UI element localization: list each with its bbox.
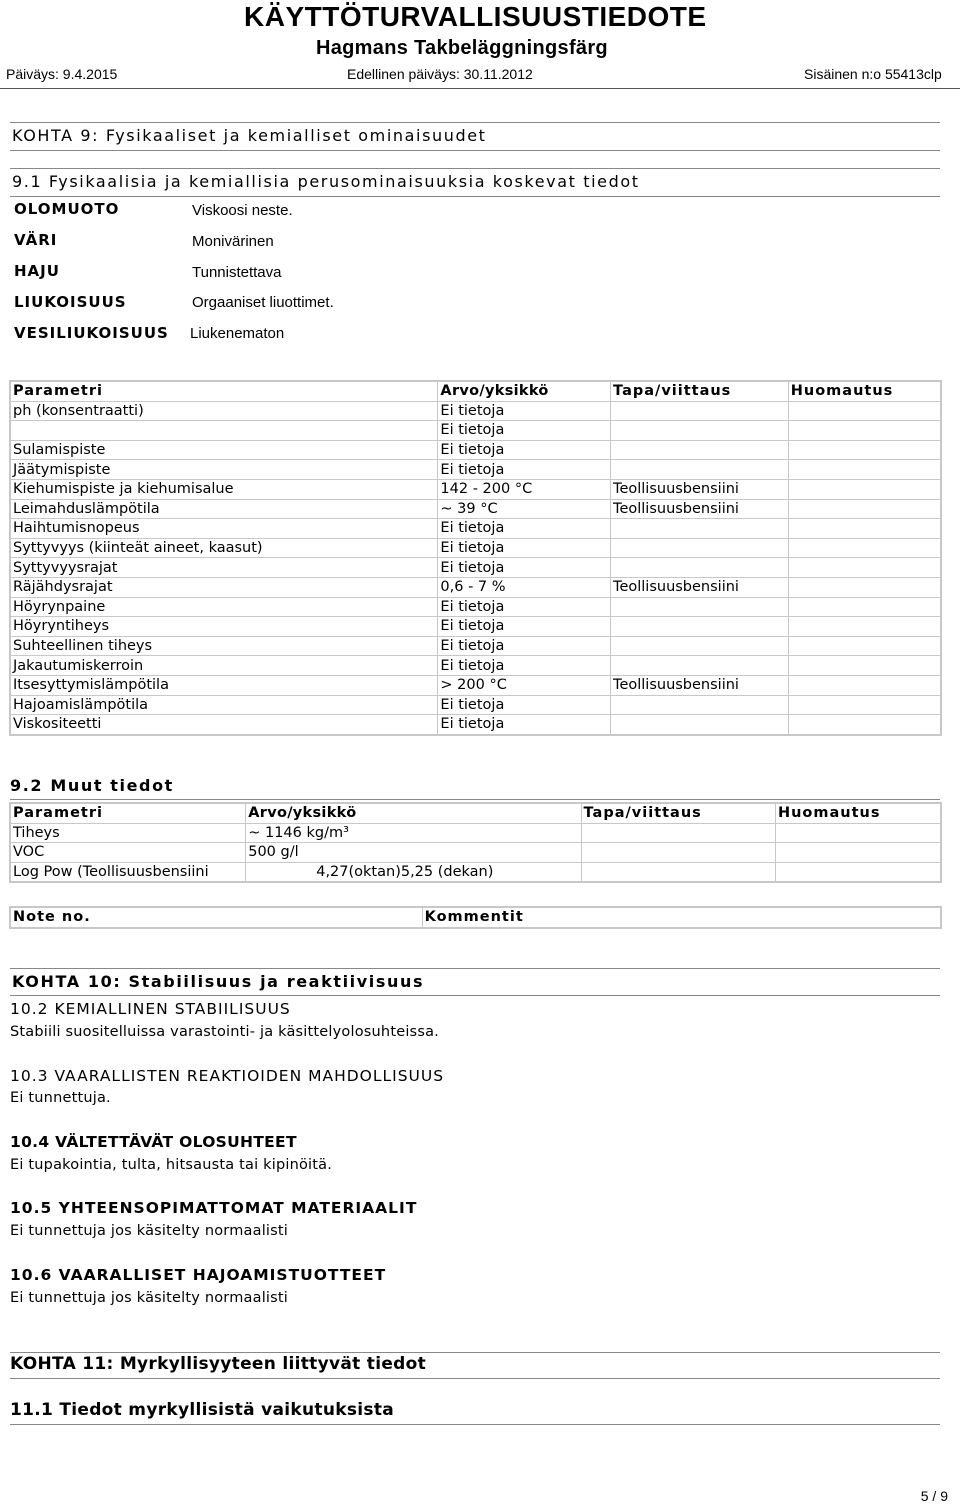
company-name: Hagmans Takbeläggningsfärg <box>316 37 608 59</box>
table-cell: Hajoamislämpötila <box>10 695 438 715</box>
subsection-9-1-title: 9.1 Fysikaalisia ja kemiallisia perusominaisuuksia koskevat tiedot <box>12 172 640 191</box>
table-cell <box>10 421 438 441</box>
other-properties-table <box>9 802 942 883</box>
column-header: Arvo/yksikkö <box>246 803 581 823</box>
table-cell: Sulamispiste <box>10 440 438 460</box>
table-cell <box>611 617 789 637</box>
document-title: KÄYTTÖTURVALLISUUSTIEDOTE <box>244 1 707 32</box>
section-divider <box>10 799 940 800</box>
table-cell <box>788 460 941 480</box>
table-cell: Suhteellinen tiheys <box>10 636 438 656</box>
subsection-text: Stabiili suositelluissa varastointi- ja käsittelyolosuhteissa. <box>10 1024 439 1040</box>
table-cell: Ei tietoja <box>438 656 611 676</box>
table-cell: Ei tietoja <box>438 597 611 617</box>
subsection-9-2-title: 9.2 Muut tiedot <box>10 776 174 795</box>
property-value: Monivärinen <box>192 233 274 250</box>
table-cell <box>611 421 789 441</box>
internal-number-label: Sisäinen n:o 55413clp <box>804 66 942 82</box>
column-header: Note no. <box>10 907 422 928</box>
section-divider <box>10 168 940 169</box>
column-header: Tapa/viittaus <box>581 803 775 823</box>
date-label: Päiväys: 9.4.2015 <box>6 66 118 82</box>
table-cell: VOC <box>10 843 246 863</box>
table-cell: Ei tietoja <box>438 695 611 715</box>
physical-properties-table <box>9 380 942 736</box>
section-divider <box>10 1424 940 1425</box>
table-cell: Räjähdysrajat <box>10 577 438 597</box>
table-cell <box>611 440 789 460</box>
table-row <box>10 460 941 480</box>
table-row <box>10 715 941 735</box>
table-cell <box>788 617 941 637</box>
table-cell <box>611 695 789 715</box>
table-cell: Ei tietoja <box>438 460 611 480</box>
table-cell: ph (konsentraatti) <box>10 401 438 421</box>
notes-table <box>9 906 942 929</box>
subsection-heading: 10.3 VAARALLISTEN REAKTIOIDEN MAHDOLLISUUS <box>10 1067 445 1085</box>
table-row <box>10 440 941 460</box>
property-value: Tunnistettava <box>192 264 282 281</box>
table-cell: Log Pow (Teollisuusbensiini <box>10 862 246 882</box>
table-cell <box>788 675 941 695</box>
table-cell: Ei tietoja <box>438 715 611 735</box>
table-cell <box>788 499 941 519</box>
table-cell: Jakautumiskerroin <box>10 656 438 676</box>
column-header: Parametri <box>10 803 246 823</box>
table-row <box>10 675 941 695</box>
column-header: Tapa/viittaus <box>611 381 789 401</box>
table-row <box>10 656 941 676</box>
table-row <box>10 695 941 715</box>
table-cell <box>581 823 775 843</box>
table-cell <box>581 843 775 863</box>
table-cell <box>611 460 789 480</box>
table-row <box>10 558 941 578</box>
section-divider <box>10 1378 940 1379</box>
subsection-heading: 10.6 VAARALLISET HAJOAMISTUOTTEET <box>10 1266 387 1284</box>
table-cell: Kiehumispiste ja kiehumisalue <box>10 479 438 499</box>
table-cell <box>611 519 789 539</box>
table-cell <box>611 636 789 656</box>
table-cell <box>611 656 789 676</box>
section-divider <box>10 968 940 969</box>
table-cell: Teollisuusbensiini <box>611 499 789 519</box>
section-divider <box>10 995 940 996</box>
table-cell <box>788 479 941 499</box>
table-cell: Syttyvyysrajat <box>10 558 438 578</box>
table-cell <box>611 715 789 735</box>
table-cell: 142 - 200 °C <box>438 479 611 499</box>
property-value: Orgaaniset liuottimet. <box>192 294 334 311</box>
table-cell <box>775 843 941 863</box>
subsection-text: Ei tunnettuja. <box>10 1090 111 1106</box>
table-row <box>10 519 941 539</box>
table-row <box>10 577 941 597</box>
section-11-title: KOHTA 11: Myrkyllisyyteen liittyvät tiedot <box>10 1354 427 1374</box>
table-row <box>10 499 941 519</box>
table-row <box>10 421 941 441</box>
table-cell <box>788 421 941 441</box>
table-row <box>10 401 941 421</box>
table-row <box>10 538 941 558</box>
subsection-11-1-title: 11.1 Tiedot myrkyllisistä vaikutuksista <box>10 1400 395 1420</box>
section-divider <box>10 122 940 123</box>
table-cell: > 200 °C <box>438 675 611 695</box>
table-row <box>10 597 941 617</box>
table-cell <box>788 656 941 676</box>
table-cell: Ei tietoja <box>438 617 611 637</box>
table-cell <box>788 577 941 597</box>
property-value: Viskoosi neste. <box>192 202 293 219</box>
subsection-heading: 10.2 KEMIALLINEN STABIILISUUS <box>10 1000 291 1018</box>
table-row <box>10 636 941 656</box>
table-cell <box>775 823 941 843</box>
section-divider <box>10 150 940 151</box>
table-cell <box>611 558 789 578</box>
table-cell: Teollisuusbensiini <box>611 479 789 499</box>
table-row <box>10 843 941 863</box>
table-cell <box>788 715 941 735</box>
table-cell: Höyrynpaine <box>10 597 438 617</box>
property-key: VÄRI <box>14 231 58 249</box>
column-header: Arvo/yksikkö <box>438 381 611 401</box>
column-header: Huomautus <box>788 381 941 401</box>
table-cell: Tiheys <box>10 823 246 843</box>
table-cell: Ei tietoja <box>438 538 611 558</box>
table-cell: ~ 39 °C <box>438 499 611 519</box>
table-row <box>10 479 941 499</box>
property-key: LIUKOISUUS <box>14 293 127 311</box>
column-header: Kommentit <box>422 907 941 928</box>
table-cell: Syttyvyys (kiinteät aineet, kaasut) <box>10 538 438 558</box>
table-cell: Ei tietoja <box>438 421 611 441</box>
table-cell <box>581 862 775 882</box>
subsection-text: Ei tunnettuja jos käsitelty normaalisti <box>10 1290 289 1306</box>
section-9-title: KOHTA 9: Fysikaaliset ja kemialliset ominaisuudet <box>12 126 487 145</box>
table-cell <box>788 401 941 421</box>
table-cell: Ei tietoja <box>438 519 611 539</box>
table-cell: 500 g/l <box>246 843 581 863</box>
table-header-row <box>10 381 941 401</box>
table-cell: Teollisuusbensiini <box>611 675 789 695</box>
property-key: HAJU <box>14 262 60 280</box>
table-cell <box>611 538 789 558</box>
table-cell <box>611 597 789 617</box>
table-cell: 0,6 - 7 % <box>438 577 611 597</box>
section-10-title: KOHTA 10: Stabiilisuus ja reaktiivisuus <box>12 972 425 991</box>
table-header-row <box>10 803 941 823</box>
table-cell <box>788 519 941 539</box>
table-cell: Ei tietoja <box>438 401 611 421</box>
section-divider <box>10 1352 940 1353</box>
table-header-row <box>10 907 941 928</box>
table-cell <box>611 401 789 421</box>
subsection-heading: 10.5 YHTEENSOPIMATTOMAT MATERIAALIT <box>10 1199 418 1217</box>
subsection-heading: 10.4 VÄLTETTÄVÄT OLOSUHTEET <box>10 1133 297 1151</box>
table-cell: Viskositeetti <box>10 715 438 735</box>
table-cell: Itsesyttymislämpötila <box>10 675 438 695</box>
page-number: 5 / 9 <box>920 1488 948 1504</box>
header-divider <box>0 88 960 89</box>
table-cell: 4,27(oktan)5,25 (dekan) <box>246 862 581 882</box>
table-cell: Jäätymispiste <box>10 460 438 480</box>
table-cell: Höyryntiheys <box>10 617 438 637</box>
property-key: OLOMUOTO <box>14 200 120 218</box>
column-header: Huomautus <box>775 803 941 823</box>
table-cell: Haihtumisnopeus <box>10 519 438 539</box>
table-cell <box>788 597 941 617</box>
table-cell <box>775 862 941 882</box>
property-key: VESILIUKOISUUS <box>14 324 169 342</box>
section-divider <box>10 196 940 197</box>
table-cell: Leimahduslämpötila <box>10 499 438 519</box>
subsection-text: Ei tunnettuja jos käsitelty normaalisti <box>10 1223 289 1239</box>
column-header: Parametri <box>10 381 438 401</box>
table-cell: Ei tietoja <box>438 636 611 656</box>
table-cell: Ei tietoja <box>438 440 611 460</box>
table-row <box>10 823 941 843</box>
table-cell <box>788 695 941 715</box>
subsection-text: Ei tupakointia, tulta, hitsausta tai kipinöitä. <box>10 1157 333 1173</box>
table-cell <box>788 636 941 656</box>
table-cell: Teollisuusbensiini <box>611 577 789 597</box>
table-cell <box>788 440 941 460</box>
table-cell <box>788 558 941 578</box>
table-cell: Ei tietoja <box>438 558 611 578</box>
table-cell: ~ 1146 kg/m³ <box>246 823 581 843</box>
property-value: Liukenematon <box>190 325 285 342</box>
table-row <box>10 617 941 637</box>
table-cell <box>788 538 941 558</box>
table-row <box>10 862 941 882</box>
previous-date-label: Edellinen päiväys: 30.11.2012 <box>347 66 533 82</box>
